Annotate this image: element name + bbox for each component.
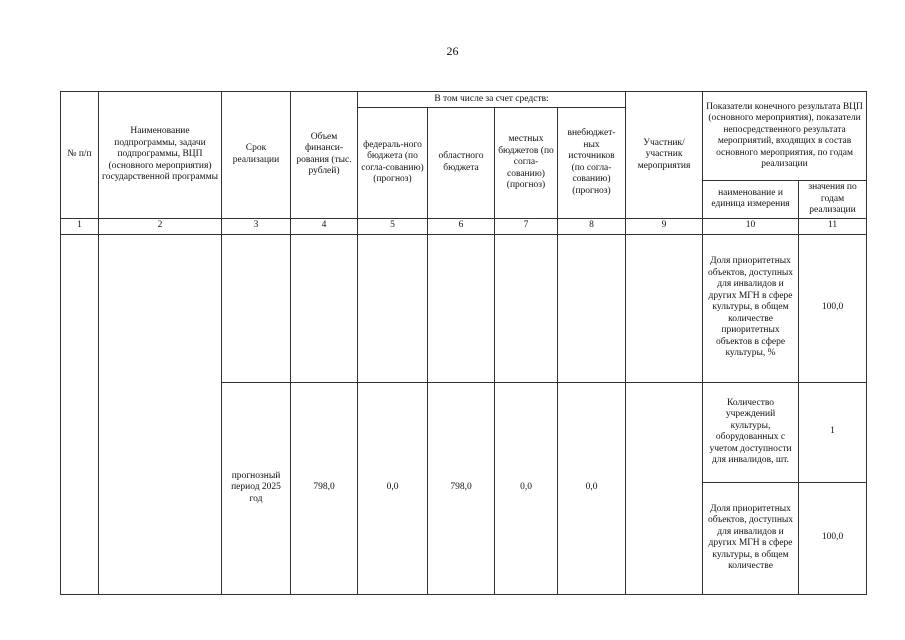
header-volume: Объем финанси-рования (тыс. рублей) — [291, 92, 358, 219]
cell-regional — [428, 234, 495, 382]
header-federal: федераль-ного бюджета (по согла-сованию) (прогноз) — [358, 108, 428, 219]
cell-indicator: Доля приоритетных объектов, доступных для инвалидов и других МГН в сфере культуры, в общем количестве приоритетных объектов в сфере культуры, % — [703, 234, 799, 382]
cell-period: прогнозный период 2025 год — [222, 382, 291, 594]
cell-extrabudget: 0,0 — [558, 382, 626, 594]
cell-local — [495, 234, 558, 382]
header-period: Срок реализации — [222, 92, 291, 219]
header-local: местных бюджетов (по согла-сованию) (прогноз) — [495, 108, 558, 219]
cell-period — [222, 234, 291, 382]
col-number: 7 — [495, 218, 558, 234]
header-sources-group: В том числе за счет средств: — [358, 92, 626, 108]
col-number: 2 — [99, 218, 222, 234]
header-name: Наименование подпрограммы, задачи подпрограммы, ВЦП (основного мероприятия) государственной программы — [99, 92, 222, 219]
header-extrabudget: внебюджет-ных источников (по согла-сованию) (прогноз) — [558, 108, 626, 219]
program-table — [60, 91, 867, 595]
cell-participant — [626, 382, 703, 594]
cell-indicator-value: 100,0 — [799, 234, 867, 382]
col-number: 8 — [558, 218, 626, 234]
col-number: 5 — [358, 218, 428, 234]
header-indicator-name: наименование и единица измерения — [703, 181, 799, 219]
header-num: № п/п — [61, 92, 99, 219]
cell-participant — [626, 234, 703, 382]
cell-name — [99, 234, 222, 594]
cell-num — [61, 234, 99, 594]
table-row — [61, 234, 867, 382]
column-number-row — [61, 218, 867, 234]
cell-indicator-value: 100,0 — [799, 482, 867, 594]
cell-extrabudget — [558, 234, 626, 382]
cell-indicator: Количество учреждений культуры, оборудованных с учетом доступности для инвалидов, шт. — [703, 382, 799, 482]
cell-indicator-value: 1 — [799, 382, 867, 482]
cell-local: 0,0 — [495, 382, 558, 594]
page-number: 26 — [446, 44, 459, 58]
col-number: 4 — [291, 218, 358, 234]
cell-federal: 0,0 — [358, 382, 428, 594]
cell-volume — [291, 234, 358, 382]
header-participant: Участник/ участник мероприятия — [626, 92, 703, 219]
cell-federal — [358, 234, 428, 382]
col-number: 1 — [61, 218, 99, 234]
header-indicator-values: значения по годам реализации — [799, 181, 867, 219]
col-number: 6 — [428, 218, 495, 234]
cell-indicator: Доля приоритетных объектов, доступных для инвалидов и других МГН в сфере культуры, в общем количестве — [703, 482, 799, 594]
cell-regional: 798,0 — [428, 382, 495, 594]
col-number: 3 — [222, 218, 291, 234]
col-number: 9 — [626, 218, 703, 234]
header-regional: областного бюджета — [428, 108, 495, 219]
header-results-group: Показатели конечного результата ВЦП (основного мероприятия), показатели непосредственного результата мероприятий, входящих в состав основного мероприятия, по годам реализации — [703, 92, 867, 181]
col-number: 10 — [703, 218, 799, 234]
col-number: 11 — [799, 218, 867, 234]
cell-volume: 798,0 — [291, 382, 358, 594]
